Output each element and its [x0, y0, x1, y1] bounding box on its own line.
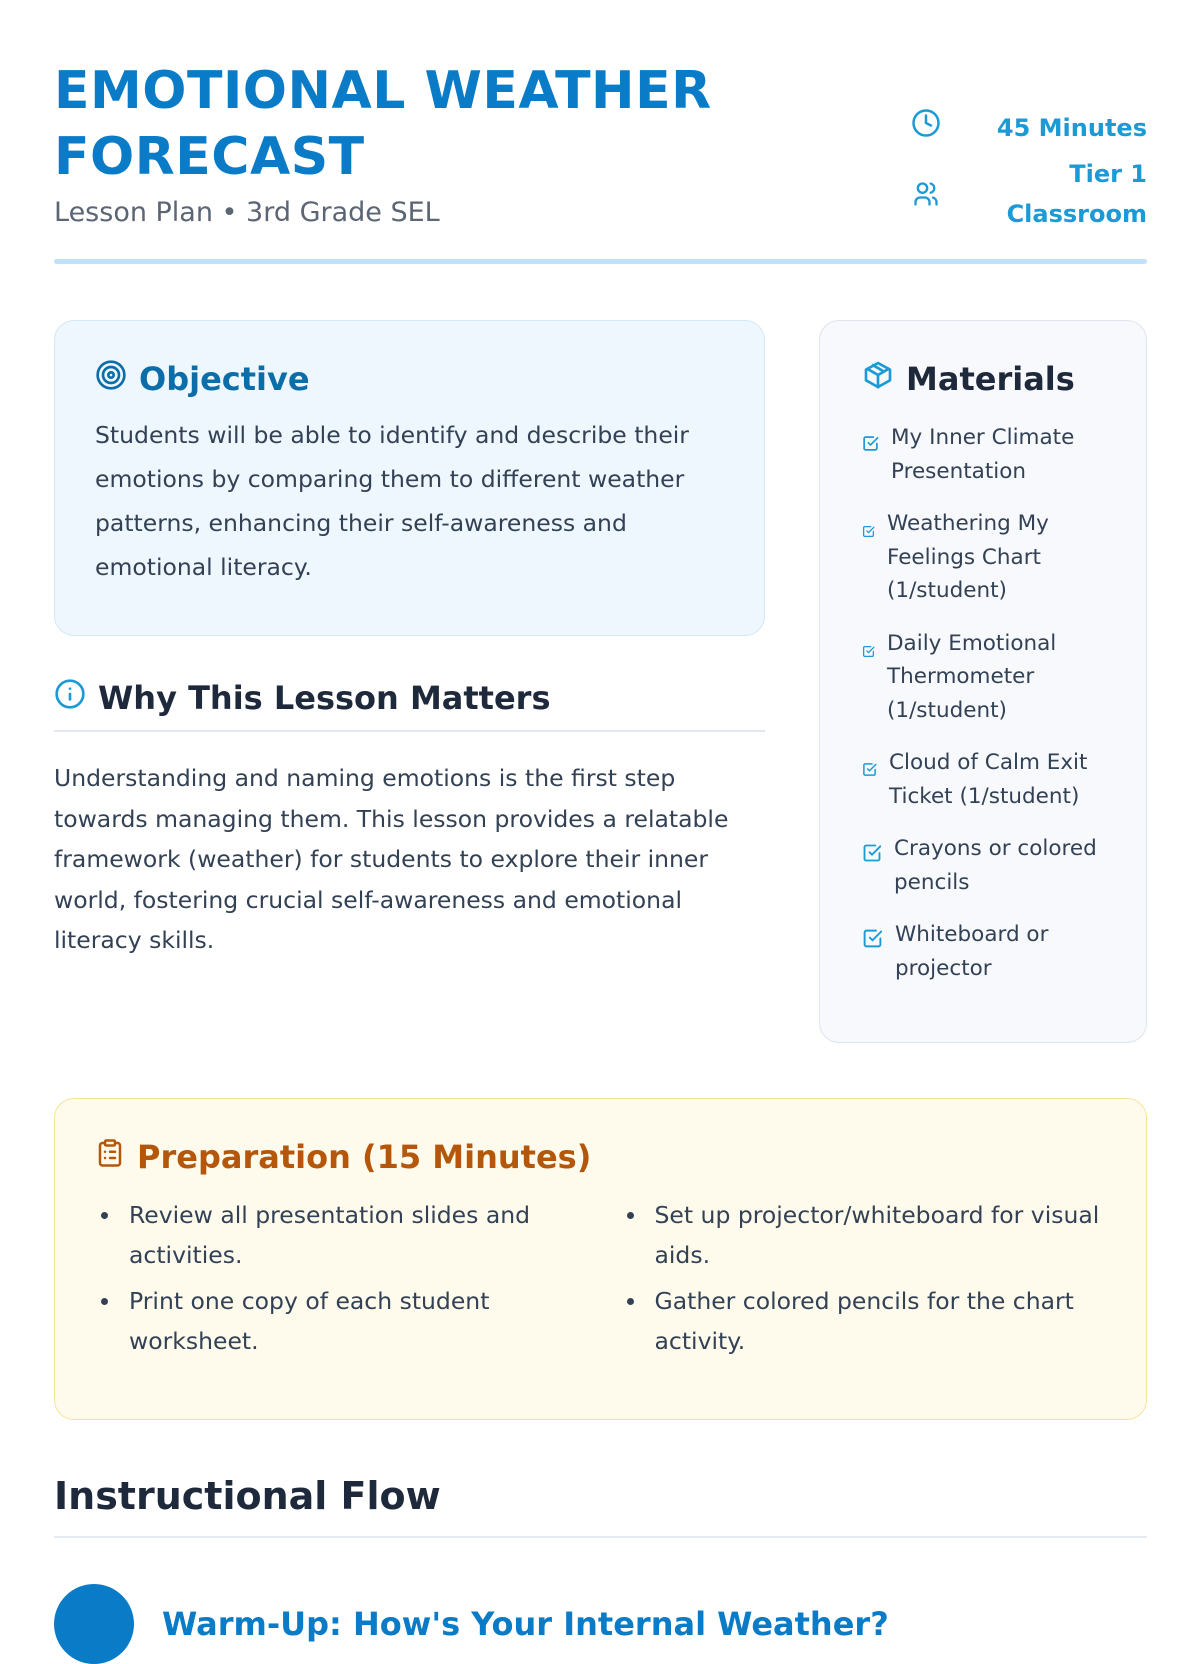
tier-row — [907, 154, 1147, 234]
list-item — [862, 918, 1106, 985]
material-label: Cloud of Calm Exit Ticket (1/student) — [889, 750, 1088, 809]
material-label: Weathering My Feelings Chart (1/student) — [887, 511, 1049, 603]
preparation-list — [95, 1195, 1106, 1367]
duration-row — [907, 108, 1147, 148]
page-header — [54, 58, 1147, 230]
users-icon — [907, 180, 945, 208]
list-item — [862, 421, 1106, 488]
list-item — [862, 627, 1106, 728]
step-number-badge — [54, 1584, 134, 1664]
list-item — [862, 746, 1106, 813]
why-text: Understanding and naming emotions is the first step towards managing them. This lesson provides a relatable framework (weather) for students to explore their inner world, fostering crucial self-awareness and emotional literacy skills. — [54, 764, 729, 954]
clipboard-icon — [95, 1137, 125, 1177]
materials-list — [862, 421, 1106, 985]
material-label: Whiteboard or projector — [895, 922, 1049, 981]
material-label: My Inner Climate Presentation — [891, 425, 1075, 484]
preparation-column-left — [95, 1195, 581, 1367]
checkbox-icon — [862, 429, 879, 463]
clock-icon — [907, 108, 945, 138]
preparation-card — [54, 1098, 1147, 1420]
page-title: EMOTIONAL WEATHER FORECAST — [54, 61, 712, 187]
flow-title: Instructional Flow — [54, 1474, 1147, 1538]
material-label: Daily Emotional Thermometer (1/student) — [887, 630, 1057, 723]
objective-text: Students will be able to identify and describe their emotions by comparing them to different weather patterns, enhancing their self-awareness and emotional literacy. — [95, 421, 689, 581]
objective-heading — [95, 359, 724, 399]
flow-step — [54, 1584, 889, 1664]
preparation-heading — [95, 1137, 1106, 1177]
list-item: Print one copy of each student worksheet. — [95, 1281, 581, 1361]
header-divider — [54, 259, 1147, 264]
lesson-meta — [907, 108, 1147, 234]
preparation-column-right — [621, 1195, 1107, 1367]
duration-label: 45 Minutes — [996, 114, 1147, 142]
materials-title: Materials — [906, 360, 1075, 398]
checkbox-icon — [862, 840, 882, 874]
tier-label: Tier 1 Classroom — [1006, 160, 1147, 228]
why-title: Why This Lesson Matters — [98, 679, 551, 717]
package-icon — [862, 359, 894, 399]
objective-title: Objective — [139, 360, 310, 398]
list-item: Gather colored pencils for the chart activity. — [621, 1281, 1107, 1361]
materials-card — [819, 320, 1147, 1043]
list-item — [862, 832, 1106, 899]
why-section — [54, 678, 765, 961]
materials-heading — [862, 359, 1106, 399]
info-icon — [54, 678, 86, 718]
material-label: Crayons or colored pencils — [894, 836, 1097, 895]
checkbox-icon — [862, 635, 875, 669]
checkbox-icon — [862, 515, 875, 549]
step-title: Warm-Up: How's Your Internal Weather? — [162, 1605, 889, 1643]
checkbox-icon — [862, 754, 877, 788]
page-subtitle: Lesson Plan • 3rd Grade SEL — [54, 197, 440, 228]
list-item — [862, 507, 1106, 608]
list-item: Review all presentation slides and activities. — [95, 1195, 581, 1275]
list-item: Set up projector/whiteboard for visual aids. — [621, 1195, 1107, 1275]
why-heading — [54, 678, 765, 732]
checkbox-icon — [862, 926, 883, 960]
preparation-title: Preparation (15 Minutes) — [137, 1138, 592, 1176]
target-icon — [95, 359, 127, 399]
objective-card — [54, 320, 765, 636]
instructional-flow — [54, 1474, 1147, 1643]
